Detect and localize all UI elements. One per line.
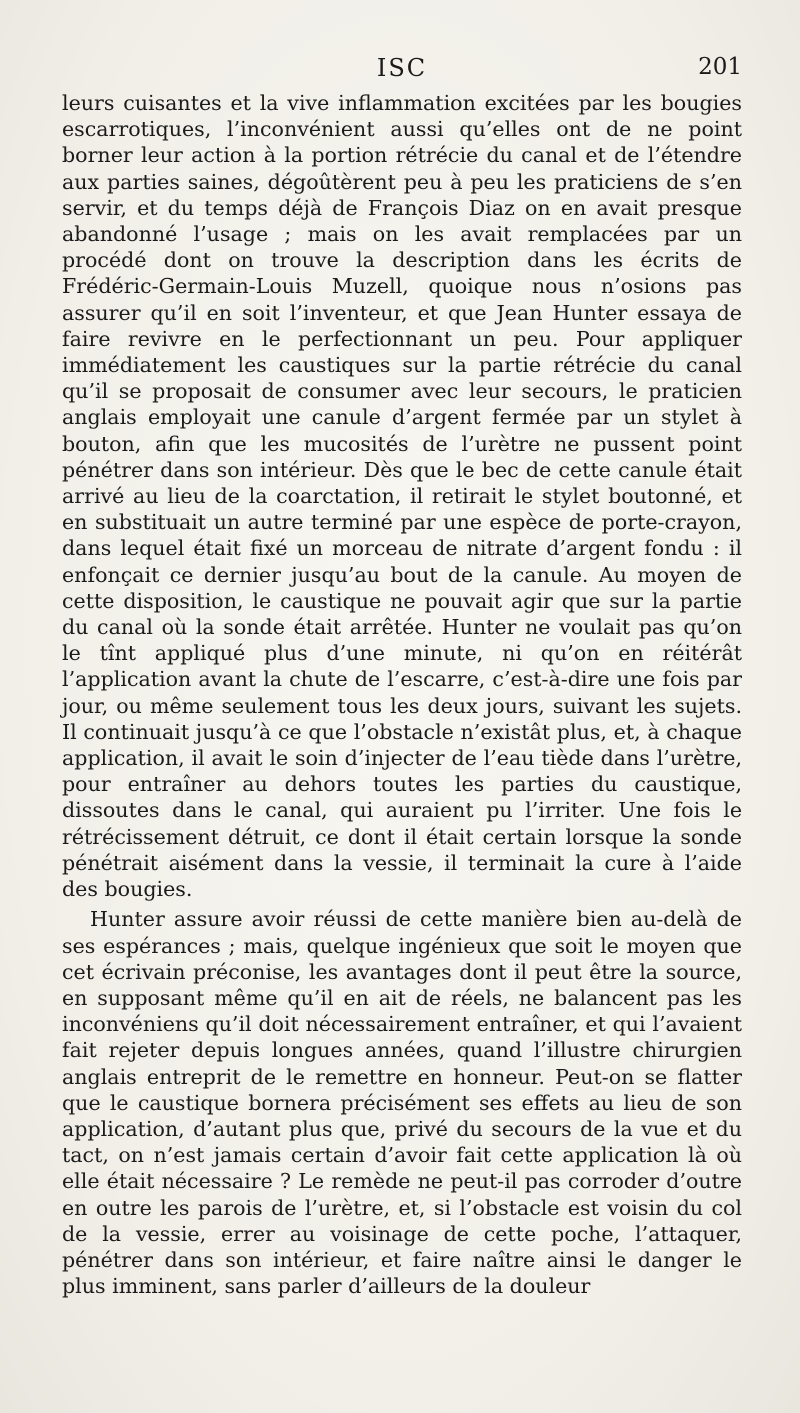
body-text bbox=[62, 90, 742, 1299]
paragraph-2: Hunter assure avoir réussi de cette manière bien au-delà de ses espérances ; mais, quelque ingénieux que soit le moyen que cet écrivain préconise, les avantages dont il peut être la source, en supposant même qu’il en ait de réels, ne balancent pas les inconvéniens qu’il doit nécessairement entraîner, et qui l’avaient fait rejeter depuis longues années, quand l’illustre chirurgien anglais entreprit de le remettre en honneur. Peut-on se flatter que le caustique bornera précisément ses effets au lieu de son application, d’autant plus que, privé du secours de la vue et du tact, on n’est jamais certain d’avoir fait cette application là où elle était nécessaire ? Le remède ne peut-il pas corroder d’outre en outre les parois de l’urètre, et, si l’obstacle est voisin du col de la vessie, errer au voisinage de cette poche, l’attaquer, pénétrer dans son intérieur, et faire naître ainsi le danger le plus imminent, sans parler d’ailleurs de la douleur bbox=[62, 907, 742, 1299]
paragraph-1: leurs cuisantes et la vive inflammation excitées par les bougies escarrotiques, l’inconvénient aussi qu’elles ont de ne point borner leur action à la portion rétrécie du canal et de l’étendre aux parties saines, dégoûtèrent peu à peu les praticiens de s’en servir, et du temps déjà de François Diaz on en avait presque abandonné l’usage ; mais on les avait remplacées par un procédé dont on trouve la description dans les écrits de Frédéric-Germain-Louis Muzell, quoique nous n’osions pas assurer qu’il en soit l’inventeur, et que Jean Hunter essaya de faire revivre en le perfectionnant un peu. Pour appliquer immédiatement les caustiques sur la partie rétrécie du canal qu’il se proposait de consumer avec leur secours, le praticien anglais employait une canule d’argent fermée par un stylet à bouton, afin que les mucosités de l’urètre ne pussent point pénétrer dans son intérieur. Dès que le bec de cette canule était arrivé au lieu de la coarctation, il retirait le stylet boutonné, et en substituait un autre terminé par une espèce de porte-crayon, dans lequel était fixé un morceau de nitrate d’argent fondu : il enfonçait ce dernier jusqu’au bout de la canule. Au moyen de cette disposition, le caustique ne pouvait agir que sur la partie du canal où la sonde était arrêtée. Hunter ne voulait pas qu’on le tînt appliqué plus d’une minute, ni qu’on en réitérât l’application avant la chute de l’escarre, c’est-à-dire une fois par jour, ou même seulement tous les deux jours, suivant les sujets. Il continuait jusqu’à ce que l’obstacle n’existât plus, et, à chaque application, il avait le soin d’injecter de l’eau tiède dans l’urètre, pour entraîner au dehors toutes les parties du caustique, dissoutes dans le canal, qui auraient pu l’irriter. Une fois le rétrécissement détruit, ce dont il était certain lorsque la sonde pénétrait aisément dans la vessie, il terminait la cure à l’aide des bougies. bbox=[62, 91, 742, 902]
page-number: 201 bbox=[698, 54, 742, 80]
running-head: ISC bbox=[376, 54, 428, 82]
page-header bbox=[62, 54, 742, 88]
